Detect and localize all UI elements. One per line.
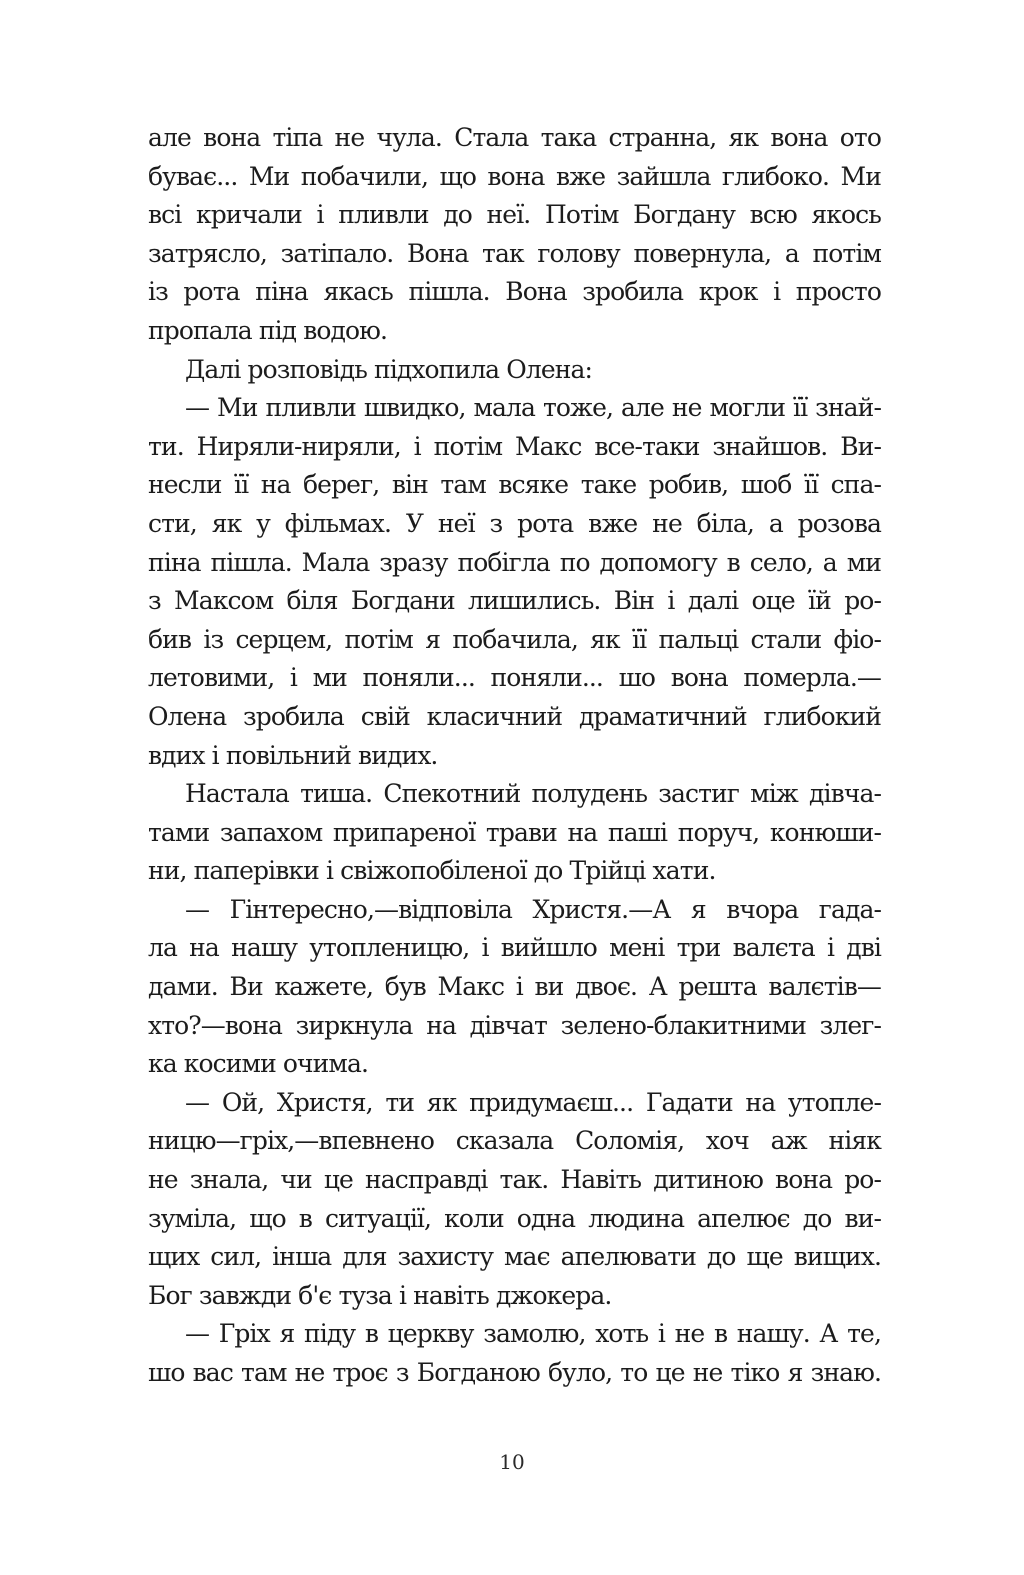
text-line: із рота піна якась пішла. Вона зробила крок і просто [148,277,881,307]
text-line: пропала під водою. [148,315,388,345]
text-line: з Максом біля Богдани лишились. Він і далі оце їй ро- [148,586,881,616]
text-line: хто?—вона зиркнула на дівчат зелено-блакитними злег- [148,1010,881,1040]
text-line: несли її на берег, він там всяке таке робив, шоб її спа- [148,470,881,500]
text-line: всі кричали і пливли до неї. Потім Богдану всю якось [148,200,881,230]
text-line: Олена зробила свій класичний драматичний глибокий [148,701,881,731]
text-line: ка косими очима. [148,1049,369,1079]
text-line: але вона тіпа не чула. Стала така странна, як вона ото [148,123,881,152]
text-line: піна пішла. Мала зразу побігла по допомогу в село, а ми [148,547,881,577]
body-text [148,119,881,1393]
text-line: — Гінтересно,—відповіла Христя.—А я вчора гада- [185,894,881,924]
text-line: тами запахом припареної трави на паші поруч, конюши- [148,817,881,847]
text-line: Далі розповідь підхопила Олена: [185,354,593,384]
text-line: зуміла, що в ситуації, коли одна людина апелює до ви- [148,1203,881,1233]
text-line: сти, як у фільмах. У неї з рота вже не біла, а розова [148,508,881,538]
text-line: дами. Ви кажете, був Макс і ви двоє. А решта валєтів— [148,972,881,1002]
text-line: — Гріх я піду в церкву замолю, хоть і не в нашу. А те, [185,1319,881,1349]
text-line: ла на нашу утопленицю, і вийшло мені три валєта і дві [148,933,881,963]
text-line: ни, паперівки і свіжопобіленої до Трійці хати. [148,856,716,886]
text-line: шо вас там не троє з Богданою було, то це не тіко я знаю. [148,1358,881,1387]
text-line: затрясло, затіпало. Вона так голову повернула, а потім [148,238,881,268]
text-line: не знала, чи це насправді так. Навіть дитиною вона ро- [148,1165,881,1195]
text-line: — Ми пливли швидко, мала тоже, але не могли її знай- [185,393,881,423]
text-line: вдих і повільний видих. [148,740,438,770]
text-line: ти. Ниряли-ниряли, і потім Макс все-таки знайшов. Ви- [148,431,881,461]
text-line: Настала тиша. Спекотний полудень застиг між дівча- [185,779,881,809]
text-line: — Ой, Христя, ти як придумаєш... Гадати на утопле- [185,1087,881,1117]
text-line: Бог завжди б'є туза і навіть джокера. [148,1280,612,1310]
text-line: летовими, і ми поняли... поняли... шо вона померла.— [148,663,881,693]
text-line: щих сил, інша для захисту має апелювати до ще вищих. [148,1242,881,1272]
text-line: бив із серцем, потім я побачила, як її пальці стали фіо- [148,624,881,654]
text-line: буває... Ми побачили, що вона вже зайшла глибоко. Ми [148,161,881,191]
text-line: ницю—гріх,—впевнено сказала Соломія, хоч аж ніяк [148,1126,881,1156]
page-number: 10 [499,1450,525,1474]
